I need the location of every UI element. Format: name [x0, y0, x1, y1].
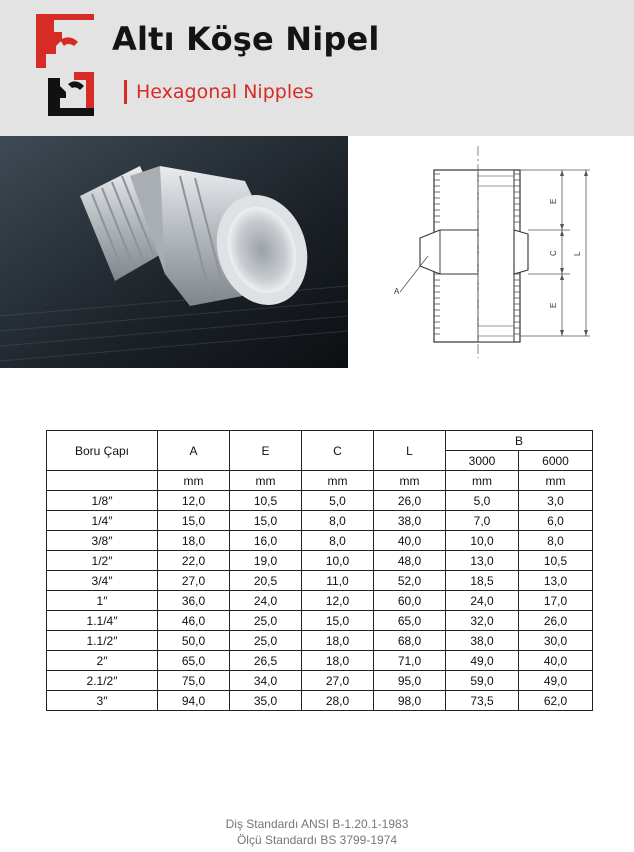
header-pipe-size: Boru Çapı	[47, 431, 158, 471]
value-cell: 49,0	[446, 651, 519, 671]
dimension-label-a: A	[394, 287, 400, 296]
table-row	[47, 611, 593, 631]
value-cell: 25,0	[230, 611, 302, 631]
table-row	[47, 511, 593, 531]
technical-drawing	[390, 146, 610, 358]
value-cell: 49,0	[519, 671, 593, 691]
unit-cell: mm	[158, 471, 230, 491]
value-cell: 11,0	[302, 571, 374, 591]
pipe-size-cell: 2″	[47, 651, 158, 671]
dimension-label-c: C	[549, 250, 558, 256]
value-cell: 40,0	[519, 651, 593, 671]
pipe-size-cell: 1/2″	[47, 551, 158, 571]
value-cell: 25,0	[230, 631, 302, 651]
value-cell: 73,5	[446, 691, 519, 711]
value-cell: 18,0	[158, 531, 230, 551]
value-cell: 15,0	[302, 611, 374, 631]
table-row	[47, 591, 593, 611]
value-cell: 17,0	[519, 591, 593, 611]
value-cell: 38,0	[374, 511, 446, 531]
header-c: C	[302, 431, 374, 471]
value-cell: 59,0	[446, 671, 519, 691]
dimensions-table	[46, 430, 593, 711]
pipe-size-cell: 3″	[47, 691, 158, 711]
table-units-row	[47, 471, 593, 491]
unit-cell: mm	[519, 471, 593, 491]
value-cell: 18,0	[302, 651, 374, 671]
value-cell: 19,0	[230, 551, 302, 571]
value-cell: 50,0	[158, 631, 230, 651]
value-cell: 35,0	[230, 691, 302, 711]
value-cell: 6,0	[519, 511, 593, 531]
value-cell: 10,5	[519, 551, 593, 571]
pipe-size-cell: 2.1/2″	[47, 671, 158, 691]
table-row	[47, 691, 593, 711]
unit-cell: mm	[230, 471, 302, 491]
table-row	[47, 631, 593, 651]
value-cell: 30,0	[519, 631, 593, 651]
dimension-label-l: L	[573, 251, 582, 256]
table-row	[47, 571, 593, 591]
header-l: L	[374, 431, 446, 471]
value-cell: 22,0	[158, 551, 230, 571]
header-b-6000: 6000	[519, 451, 593, 471]
value-cell: 20,5	[230, 571, 302, 591]
unit-cell: mm	[374, 471, 446, 491]
footer-thread-standard: Diş Standardı ANSI B-1.20.1-1983	[225, 817, 409, 831]
value-cell: 26,0	[519, 611, 593, 631]
value-cell: 5,0	[302, 491, 374, 511]
value-cell: 15,0	[158, 511, 230, 531]
table-row	[47, 531, 593, 551]
value-cell: 8,0	[302, 511, 374, 531]
pipe-size-cell: 1.1/2″	[47, 631, 158, 651]
value-cell: 10,5	[230, 491, 302, 511]
header-b-3000: 3000	[446, 451, 519, 471]
table-row	[47, 671, 593, 691]
value-cell: 40,0	[374, 531, 446, 551]
value-cell: 95,0	[374, 671, 446, 691]
subtitle-accent-bar	[124, 80, 127, 104]
units-blank-cell	[47, 471, 158, 491]
value-cell: 48,0	[374, 551, 446, 571]
value-cell: 24,0	[230, 591, 302, 611]
page-subtitle: Hexagonal Nipples	[136, 81, 314, 103]
value-cell: 65,0	[374, 611, 446, 631]
value-cell: 8,0	[519, 531, 593, 551]
value-cell: 60,0	[374, 591, 446, 611]
value-cell: 10,0	[446, 531, 519, 551]
value-cell: 36,0	[158, 591, 230, 611]
table-row	[47, 491, 593, 511]
value-cell: 32,0	[446, 611, 519, 631]
page-title: Altı Köşe Nipel	[112, 20, 380, 58]
header-b: B	[446, 431, 593, 451]
value-cell: 26,5	[230, 651, 302, 671]
table-header-row	[47, 431, 593, 451]
unit-cell: mm	[302, 471, 374, 491]
value-cell: 94,0	[158, 691, 230, 711]
value-cell: 27,0	[302, 671, 374, 691]
header-e: E	[230, 431, 302, 471]
value-cell: 46,0	[158, 611, 230, 631]
company-logo	[30, 12, 98, 120]
value-cell: 52,0	[374, 571, 446, 591]
value-cell: 71,0	[374, 651, 446, 671]
value-cell: 12,0	[158, 491, 230, 511]
value-cell: 8,0	[302, 531, 374, 551]
table-row	[47, 651, 593, 671]
value-cell: 68,0	[374, 631, 446, 651]
value-cell: 98,0	[374, 691, 446, 711]
header-a: A	[158, 431, 230, 471]
value-cell: 75,0	[158, 671, 230, 691]
value-cell: 5,0	[446, 491, 519, 511]
value-cell: 15,0	[230, 511, 302, 531]
value-cell: 26,0	[374, 491, 446, 511]
value-cell: 62,0	[519, 691, 593, 711]
value-cell: 13,0	[446, 551, 519, 571]
product-photo	[0, 136, 348, 368]
value-cell: 28,0	[302, 691, 374, 711]
value-cell: 10,0	[302, 551, 374, 571]
value-cell: 12,0	[302, 591, 374, 611]
dimension-label-e-bottom: E	[549, 302, 558, 308]
value-cell: 18,0	[302, 631, 374, 651]
pipe-size-cell: 1″	[47, 591, 158, 611]
pipe-size-cell: 1/8″	[47, 491, 158, 511]
pipe-size-cell: 1.1/4″	[47, 611, 158, 631]
value-cell: 65,0	[158, 651, 230, 671]
value-cell: 7,0	[446, 511, 519, 531]
value-cell: 34,0	[230, 671, 302, 691]
pipe-size-cell: 3/8″	[47, 531, 158, 551]
header-band	[0, 0, 634, 136]
table-body	[47, 491, 593, 711]
pipe-size-cell: 1/4″	[47, 511, 158, 531]
value-cell: 3,0	[519, 491, 593, 511]
pipe-size-cell: 3/4″	[47, 571, 158, 591]
unit-cell: mm	[446, 471, 519, 491]
value-cell: 27,0	[158, 571, 230, 591]
footer-measure-standard: Ölçü Standardı BS 3799-1974	[236, 833, 398, 847]
value-cell: 16,0	[230, 531, 302, 551]
value-cell: 13,0	[519, 571, 593, 591]
value-cell: 24,0	[446, 591, 519, 611]
table-row	[47, 551, 593, 571]
dimension-label-e-top: E	[549, 198, 558, 204]
value-cell: 18,5	[446, 571, 519, 591]
value-cell: 38,0	[446, 631, 519, 651]
